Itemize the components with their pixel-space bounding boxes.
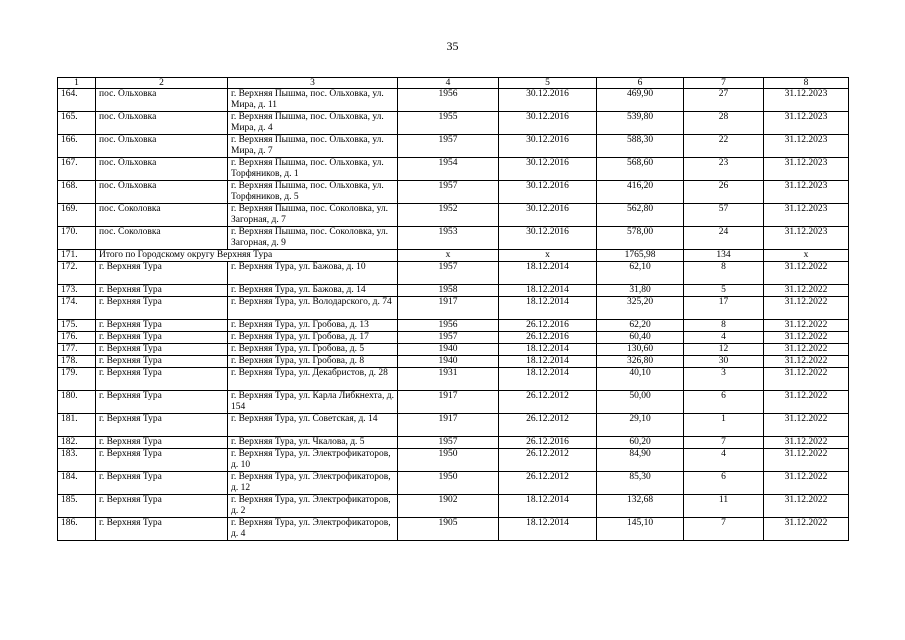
row-number-cell: 168. bbox=[58, 181, 96, 204]
date-cell: 30.12.2016 bbox=[499, 89, 597, 112]
page-number: 35 bbox=[446, 39, 459, 53]
row-number-cell: 176. bbox=[58, 332, 96, 344]
year-cell: 1902 bbox=[398, 495, 499, 518]
residents-cell: 7 bbox=[684, 437, 764, 449]
address-cell: г. Верхняя Тура, ул. Электрофикаторов, д. 12 bbox=[228, 472, 398, 495]
residents-cell: 26 bbox=[684, 181, 764, 204]
deadline-cell: 31.12.2023 bbox=[764, 112, 849, 135]
row-number-cell: 177. bbox=[58, 344, 96, 356]
residents-cell: 6 bbox=[684, 391, 764, 414]
table-row bbox=[58, 368, 849, 391]
address-cell: г. Верхняя Тура, ул. Гробова, д. 5 bbox=[228, 344, 398, 356]
address-cell: г. Верхняя Тура, ул. Электрофикаторов, д. 2 bbox=[228, 495, 398, 518]
locality-cell: г. Верхняя Тура bbox=[96, 332, 228, 344]
year-cell: 1958 bbox=[398, 285, 499, 297]
date-cell: 26.12.2012 bbox=[499, 449, 597, 472]
date-cell: 30.12.2016 bbox=[499, 204, 597, 227]
residents-cell: 1 bbox=[684, 414, 764, 437]
table-row bbox=[58, 495, 849, 518]
date-cell: 26.12.2012 bbox=[499, 391, 597, 414]
locality-cell: г. Верхняя Тура bbox=[96, 449, 228, 472]
residents-cell: 4 bbox=[684, 449, 764, 472]
locality-cell: г. Верхняя Тура bbox=[96, 518, 228, 541]
residents-cell: 17 bbox=[684, 297, 764, 320]
year-cell: 1950 bbox=[398, 449, 499, 472]
address-cell: г. Верхняя Пышма, пос. Ольховка, ул. Мира, д. 7 bbox=[228, 135, 398, 158]
locality-cell: г. Верхняя Тура bbox=[96, 285, 228, 297]
area-cell: 568,60 bbox=[597, 158, 684, 181]
deadline-cell: 31.12.2022 bbox=[764, 518, 849, 541]
date-cell: 26.12.2016 bbox=[499, 320, 597, 332]
date-cell: 18.12.2014 bbox=[499, 297, 597, 320]
residents-cell: 6 bbox=[684, 472, 764, 495]
residents-cell: 134 bbox=[684, 250, 764, 262]
column-number: 2 bbox=[96, 78, 228, 89]
locality-cell: пос. Ольховка bbox=[96, 89, 228, 112]
locality-cell: г. Верхняя Тура bbox=[96, 262, 228, 285]
row-number-cell: 181. bbox=[58, 414, 96, 437]
deadline-cell: 31.12.2022 bbox=[764, 297, 849, 320]
row-number-cell: 166. bbox=[58, 135, 96, 158]
address-cell: г. Верхняя Тура, ул. Бажова, д. 10 bbox=[228, 262, 398, 285]
deadline-cell: 31.12.2022 bbox=[764, 332, 849, 344]
deadline-cell: 31.12.2023 bbox=[764, 227, 849, 250]
year-cell: 1957 bbox=[398, 437, 499, 449]
row-number-cell: 173. bbox=[58, 285, 96, 297]
deadline-cell: 31.12.2023 bbox=[764, 181, 849, 204]
column-number: 8 bbox=[764, 78, 849, 89]
residents-cell: 22 bbox=[684, 135, 764, 158]
residents-cell: 7 bbox=[684, 518, 764, 541]
address-cell: г. Верхняя Пышма, пос. Ольховка, ул. Торфяников, д. 5 bbox=[228, 181, 398, 204]
row-number-cell: 183. bbox=[58, 449, 96, 472]
area-cell: 60,40 bbox=[597, 332, 684, 344]
residents-cell: 28 bbox=[684, 112, 764, 135]
address-cell: г. Верхняя Тура, ул. Декабристов, д. 28 bbox=[228, 368, 398, 391]
locality-cell: г. Верхняя Тура bbox=[96, 414, 228, 437]
table-row bbox=[58, 158, 849, 181]
deadline-cell: 31.12.2022 bbox=[764, 262, 849, 285]
row-number-cell: 185. bbox=[58, 495, 96, 518]
deadline-cell: 31.12.2022 bbox=[764, 414, 849, 437]
row-number-cell: 175. bbox=[58, 320, 96, 332]
deadline-cell: 31.12.2022 bbox=[764, 449, 849, 472]
year-cell: 1957 bbox=[398, 262, 499, 285]
table-row bbox=[58, 204, 849, 227]
date-cell: 30.12.2016 bbox=[499, 181, 597, 204]
locality-cell: пос. Ольховка bbox=[96, 112, 228, 135]
table-row bbox=[58, 227, 849, 250]
address-cell: г. Верхняя Тура, ул. Электрофикаторов, д. 4 bbox=[228, 518, 398, 541]
date-cell: 30.12.2016 bbox=[499, 158, 597, 181]
deadline-cell: x bbox=[764, 250, 849, 262]
table-row bbox=[58, 285, 849, 297]
residents-cell: 5 bbox=[684, 285, 764, 297]
column-number: 6 bbox=[597, 78, 684, 89]
table-row bbox=[58, 391, 849, 414]
column-number: 1 bbox=[58, 78, 96, 89]
deadline-cell: 31.12.2022 bbox=[764, 437, 849, 449]
year-cell: 1957 bbox=[398, 332, 499, 344]
date-cell: 18.12.2014 bbox=[499, 495, 597, 518]
table-row bbox=[58, 344, 849, 356]
table-row bbox=[58, 181, 849, 204]
deadline-cell: 31.12.2022 bbox=[764, 285, 849, 297]
row-number-cell: 184. bbox=[58, 472, 96, 495]
deadline-cell: 31.12.2023 bbox=[764, 204, 849, 227]
deadline-cell: 31.12.2022 bbox=[764, 320, 849, 332]
area-cell: 85,30 bbox=[597, 472, 684, 495]
address-cell: г. Верхняя Пышма, пос. Ольховка, ул. Мира, д. 4 bbox=[228, 112, 398, 135]
year-cell: 1940 bbox=[398, 356, 499, 368]
area-cell: 1765,98 bbox=[597, 250, 684, 262]
table-row bbox=[58, 112, 849, 135]
table-row bbox=[58, 356, 849, 368]
table-row bbox=[58, 332, 849, 344]
residents-cell: 8 bbox=[684, 320, 764, 332]
residents-cell: 57 bbox=[684, 204, 764, 227]
table-row bbox=[58, 437, 849, 449]
date-cell: 26.12.2012 bbox=[499, 414, 597, 437]
year-cell: 1952 bbox=[398, 204, 499, 227]
address-cell: г. Верхняя Тура, ул. Гробова, д. 13 bbox=[228, 320, 398, 332]
area-cell: 539,80 bbox=[597, 112, 684, 135]
housing-registry-table bbox=[57, 77, 849, 541]
locality-cell: г. Верхняя Тура bbox=[96, 356, 228, 368]
column-number: 3 bbox=[228, 78, 398, 89]
row-number-cell: 174. bbox=[58, 297, 96, 320]
date-cell: 18.12.2014 bbox=[499, 262, 597, 285]
address-cell: г. Верхняя Тура, ул. Чкалова, д. 5 bbox=[228, 437, 398, 449]
row-number-cell: 182. bbox=[58, 437, 96, 449]
address-cell: г. Верхняя Пышма, пос. Ольховка, ул. Торфяников, д. 1 bbox=[228, 158, 398, 181]
locality-cell: г. Верхняя Тура bbox=[96, 297, 228, 320]
year-cell: 1940 bbox=[398, 344, 499, 356]
residents-cell: 27 bbox=[684, 89, 764, 112]
area-cell: 469,90 bbox=[597, 89, 684, 112]
area-cell: 132,68 bbox=[597, 495, 684, 518]
year-cell: 1954 bbox=[398, 158, 499, 181]
deadline-cell: 31.12.2022 bbox=[764, 368, 849, 391]
deadline-cell: 31.12.2023 bbox=[764, 158, 849, 181]
area-cell: 325,20 bbox=[597, 297, 684, 320]
date-cell: 30.12.2016 bbox=[499, 135, 597, 158]
row-number-cell: 172. bbox=[58, 262, 96, 285]
date-cell: 30.12.2016 bbox=[499, 112, 597, 135]
table-row bbox=[58, 262, 849, 285]
area-cell: 145,10 bbox=[597, 518, 684, 541]
year-cell: 1953 bbox=[398, 227, 499, 250]
locality-cell: г. Верхняя Тура bbox=[96, 344, 228, 356]
locality-cell: г. Верхняя Тура bbox=[96, 391, 228, 414]
table-row bbox=[58, 518, 849, 541]
year-cell: 1955 bbox=[398, 112, 499, 135]
row-number-cell: 170. bbox=[58, 227, 96, 250]
deadline-cell: 31.12.2022 bbox=[764, 356, 849, 368]
total-row bbox=[58, 250, 849, 262]
deadline-cell: 31.12.2023 bbox=[764, 135, 849, 158]
residents-cell: 3 bbox=[684, 368, 764, 391]
column-number: 4 bbox=[398, 78, 499, 89]
date-cell: 18.12.2014 bbox=[499, 344, 597, 356]
deadline-cell: 31.12.2022 bbox=[764, 391, 849, 414]
date-cell: 26.12.2016 bbox=[499, 332, 597, 344]
total-label-cell: Итого по Городскому округу Верхняя Тура bbox=[96, 250, 398, 262]
address-cell: г. Верхняя Пышма, пос. Ольховка, ул. Мира, д. 11 bbox=[228, 89, 398, 112]
table-row bbox=[58, 472, 849, 495]
area-cell: 62,10 bbox=[597, 262, 684, 285]
address-cell: г. Верхняя Тура, ул. Гробова, д. 17 bbox=[228, 332, 398, 344]
date-cell: 18.12.2014 bbox=[499, 368, 597, 391]
date-cell: 26.12.2016 bbox=[499, 437, 597, 449]
date-cell: 26.12.2012 bbox=[499, 472, 597, 495]
area-cell: 326,80 bbox=[597, 356, 684, 368]
deadline-cell: 31.12.2023 bbox=[764, 89, 849, 112]
area-cell: 84,90 bbox=[597, 449, 684, 472]
row-number-cell: 164. bbox=[58, 89, 96, 112]
address-cell: г. Верхняя Тура, ул. Володарского, д. 74 bbox=[228, 297, 398, 320]
table-row bbox=[58, 89, 849, 112]
residents-cell: 8 bbox=[684, 262, 764, 285]
date-cell: x bbox=[499, 250, 597, 262]
table-row bbox=[58, 320, 849, 332]
date-cell: 30.12.2016 bbox=[499, 227, 597, 250]
year-cell: 1917 bbox=[398, 414, 499, 437]
date-cell: 18.12.2014 bbox=[499, 285, 597, 297]
year-cell: 1956 bbox=[398, 320, 499, 332]
year-cell: 1905 bbox=[398, 518, 499, 541]
table-row bbox=[58, 297, 849, 320]
locality-cell: пос. Ольховка bbox=[96, 135, 228, 158]
row-number-cell: 165. bbox=[58, 112, 96, 135]
locality-cell: пос. Соколовка bbox=[96, 204, 228, 227]
deadline-cell: 31.12.2022 bbox=[764, 495, 849, 518]
locality-cell: пос. Ольховка bbox=[96, 181, 228, 204]
year-cell: x bbox=[398, 250, 499, 262]
column-number: 5 bbox=[499, 78, 597, 89]
area-cell: 416,20 bbox=[597, 181, 684, 204]
date-cell: 18.12.2014 bbox=[499, 518, 597, 541]
row-number-cell: 180. bbox=[58, 391, 96, 414]
residents-cell: 30 bbox=[684, 356, 764, 368]
locality-cell: г. Верхняя Тура bbox=[96, 472, 228, 495]
row-number-cell: 178. bbox=[58, 356, 96, 368]
column-number: 7 bbox=[684, 78, 764, 89]
deadline-cell: 31.12.2022 bbox=[764, 472, 849, 495]
residents-cell: 23 bbox=[684, 158, 764, 181]
row-number-cell: 179. bbox=[58, 368, 96, 391]
residents-cell: 12 bbox=[684, 344, 764, 356]
area-cell: 562,80 bbox=[597, 204, 684, 227]
area-cell: 578,00 bbox=[597, 227, 684, 250]
residents-cell: 11 bbox=[684, 495, 764, 518]
area-cell: 60,20 bbox=[597, 437, 684, 449]
locality-cell: г. Верхняя Тура bbox=[96, 495, 228, 518]
date-cell: 18.12.2014 bbox=[499, 356, 597, 368]
address-cell: г. Верхняя Тура, ул. Гробова, д. 8 bbox=[228, 356, 398, 368]
address-cell: г. Верхняя Пышма, пос. Соколовка, ул. Загорная, д. 9 bbox=[228, 227, 398, 250]
locality-cell: пос. Ольховка bbox=[96, 158, 228, 181]
locality-cell: пос. Соколовка bbox=[96, 227, 228, 250]
deadline-cell: 31.12.2022 bbox=[764, 344, 849, 356]
address-cell: г. Верхняя Пышма, пос. Соколовка, ул. Загорная, д. 7 bbox=[228, 204, 398, 227]
area-cell: 50,00 bbox=[597, 391, 684, 414]
row-number-cell: 169. bbox=[58, 204, 96, 227]
year-cell: 1917 bbox=[398, 391, 499, 414]
table-row bbox=[58, 449, 849, 472]
row-number-cell: 171. bbox=[58, 250, 96, 262]
address-cell: г. Верхняя Тура, ул. Бажова, д. 14 bbox=[228, 285, 398, 297]
address-cell: г. Верхняя Тура, ул. Электрофикаторов, д. 10 bbox=[228, 449, 398, 472]
residents-cell: 4 bbox=[684, 332, 764, 344]
year-cell: 1957 bbox=[398, 135, 499, 158]
residents-cell: 24 bbox=[684, 227, 764, 250]
address-cell: г. Верхняя Тура, ул. Карла Либкнехта, д. 154 bbox=[228, 391, 398, 414]
area-cell: 31,80 bbox=[597, 285, 684, 297]
table-row bbox=[58, 135, 849, 158]
locality-cell: г. Верхняя Тура bbox=[96, 320, 228, 332]
locality-cell: г. Верхняя Тура bbox=[96, 437, 228, 449]
column-number-row bbox=[58, 78, 849, 89]
year-cell: 1956 bbox=[398, 89, 499, 112]
area-cell: 62,20 bbox=[597, 320, 684, 332]
row-number-cell: 167. bbox=[58, 158, 96, 181]
area-cell: 40,10 bbox=[597, 368, 684, 391]
area-cell: 29,10 bbox=[597, 414, 684, 437]
area-cell: 130,60 bbox=[597, 344, 684, 356]
year-cell: 1950 bbox=[398, 472, 499, 495]
area-cell: 588,30 bbox=[597, 135, 684, 158]
year-cell: 1957 bbox=[398, 181, 499, 204]
table-row bbox=[58, 414, 849, 437]
address-cell: г. Верхняя Тура, ул. Советская, д. 14 bbox=[228, 414, 398, 437]
year-cell: 1917 bbox=[398, 297, 499, 320]
row-number-cell: 186. bbox=[58, 518, 96, 541]
year-cell: 1931 bbox=[398, 368, 499, 391]
locality-cell: г. Верхняя Тура bbox=[96, 368, 228, 391]
